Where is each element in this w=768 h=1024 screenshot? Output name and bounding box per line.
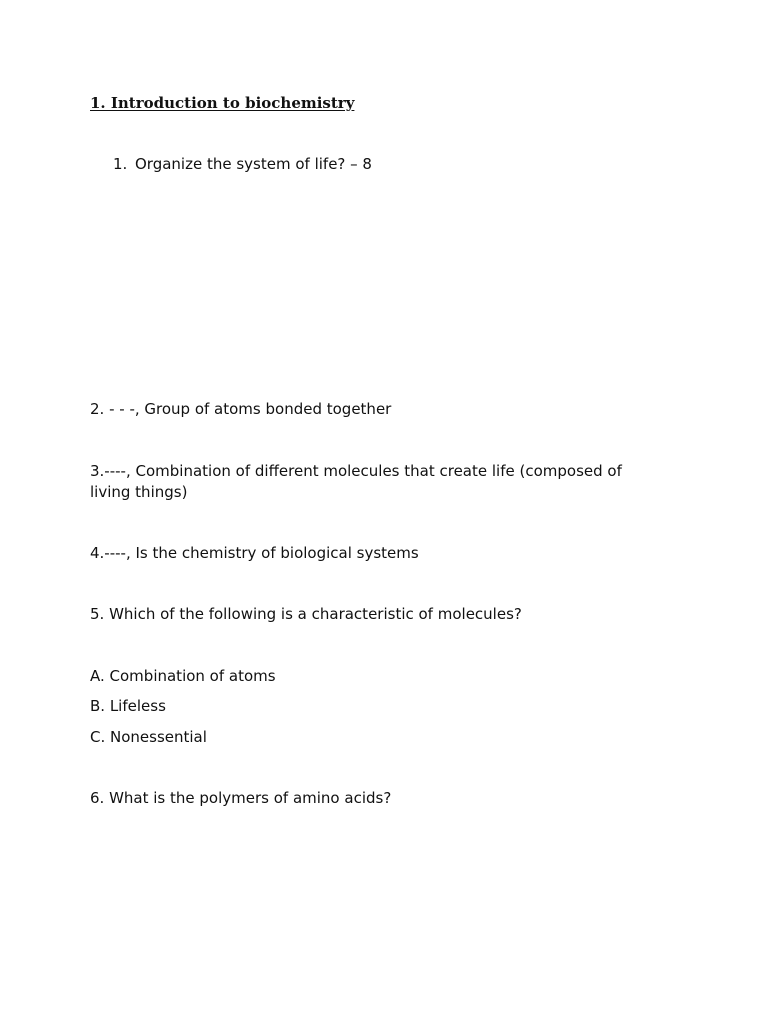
question-1 <box>113 154 372 175</box>
question-6: 6. What is the polymers of amino acids? <box>90 789 392 807</box>
question-3: 3.----, Combination of different molecules that create life (composed of living things) <box>90 462 622 501</box>
section-heading: 1. Introduction to biochemistry <box>90 94 355 112</box>
question-1-number: 1. <box>113 155 128 173</box>
question-4: 4.----, Is the chemistry of biological systems <box>90 544 419 562</box>
question-2: 2. - - -, Group of atoms bonded together <box>90 400 392 418</box>
option-a: A. Combination of atoms <box>90 667 276 685</box>
question-1-text: Organize the system of life? – 8 <box>135 155 372 173</box>
question-5: 5. Which of the following is a characteristic of molecules? <box>90 605 522 623</box>
option-b: B. Lifeless <box>90 697 166 715</box>
option-c: C. Nonessential <box>90 728 207 746</box>
